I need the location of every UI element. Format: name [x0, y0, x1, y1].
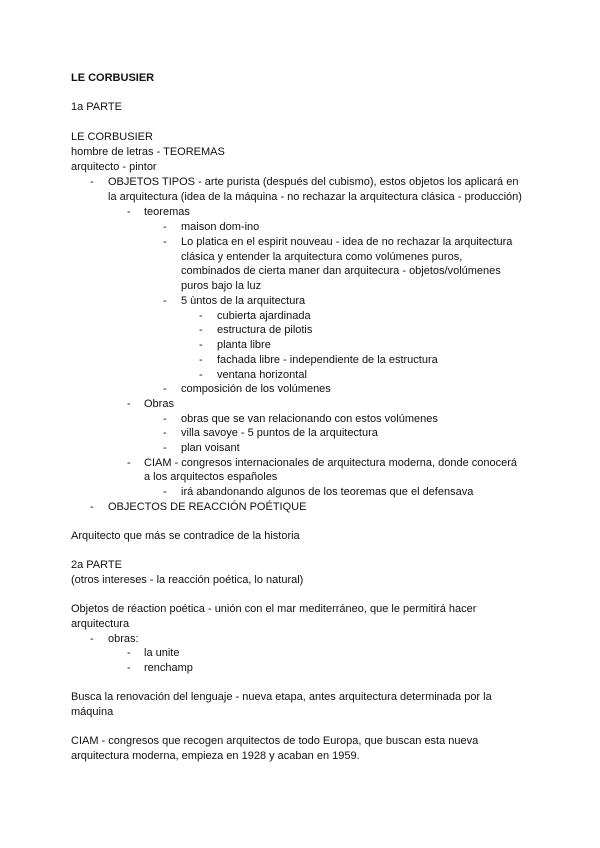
part1-hombre-line: hombre de letras - TEOREMAS [71, 146, 225, 158]
cinco-puntos-item: 5 ùntos de la arquitectura [181, 295, 306, 307]
part2-ciam-line-2: arquitectura moderna, empieza en 1928 y acaban en 1959. [71, 750, 360, 762]
teoremas-item: teoremas [144, 206, 190, 218]
part2-obras-subitem-2: renchamp [144, 662, 193, 674]
platica-line-1: Lo platica en el espirit nouveau - idea de no rechazar la arquitectura [181, 236, 513, 248]
part1-name: LE CORBUSIER [71, 131, 153, 143]
ciam-line-2: a los arquitectos españoles [144, 471, 278, 483]
list-dash: - [163, 221, 167, 233]
list-dash: - [199, 339, 203, 351]
list-dash: - [90, 501, 94, 513]
list-dash: - [199, 369, 203, 381]
list-dash: - [127, 457, 131, 469]
objetos-tipos-line-1: OBJETOS TIPOS - arte purista (después del cubismo), estos objetos los aplicará en [108, 176, 519, 188]
part2-obras-item: obras: [108, 633, 139, 645]
contradice-line: Arquitecto que más se contradice de la historia [71, 530, 300, 542]
list-dash: - [163, 383, 167, 395]
maison-item: maison dom-ino [181, 221, 260, 233]
platica-line-4: puros bajo la luz [181, 280, 262, 292]
list-dash: - [199, 324, 203, 336]
part2-subtitle: (otros intereses - la reacción poética, lo natural) [71, 574, 304, 586]
platica-line-3: combinados de cierta maner dan arquitecura - objetos/volúmenes [181, 265, 501, 277]
list-dash: - [127, 398, 131, 410]
punto-item-5: ventana horizontal [217, 369, 307, 381]
list-dash: - [90, 176, 94, 188]
punto-item-2: estructura de pilotis [217, 324, 313, 336]
list-dash: - [127, 647, 131, 659]
list-dash: - [90, 633, 94, 645]
part1-arquitecto-line: arquitecto - pintor [71, 161, 157, 173]
list-dash: - [127, 206, 131, 218]
ciam-line-1: CIAM - congresos internacionales de arquitectura moderna, donde conocerá [144, 457, 517, 469]
list-dash: - [199, 354, 203, 366]
list-dash: - [199, 310, 203, 322]
part2-objetos-line-2: arquitectura [71, 618, 130, 630]
part2-ciam-line-1: CIAM - congresos que recogen arquitectos de todo Europa, que buscan esta nueva [71, 735, 479, 747]
list-dash: - [163, 295, 167, 307]
objetos-tipos-line-2: la arquitectura (idea de la máquina - no rechazar la arquitectura clásica - producción) [108, 191, 522, 203]
list-dash: - [163, 442, 167, 454]
part2-objetos-line-1: Objetos de réaction poética - unión con el mar mediterráneo, que le permitirá hacer [71, 603, 477, 615]
list-dash: - [163, 486, 167, 498]
ira-item: irá abandonando algunos de los teoremas que el defensava [181, 486, 474, 498]
document-title: LE CORBUSIER [71, 72, 155, 84]
list-dash: - [127, 662, 131, 674]
obras-subitem-1: obras que se van relacionando con estos volúmenes [181, 413, 438, 425]
busca-line-2: máquina [71, 706, 114, 718]
punto-item-1: cubierta ajardinada [217, 310, 311, 322]
platica-line-2: clásica y entender la arquitectura como volúmenes puros, [181, 251, 463, 263]
obras-item: Obras [144, 398, 174, 410]
part2-obras-subitem-1: la unite [144, 647, 180, 659]
obras-subitem-2: villa savoye - 5 puntos de la arquitectura [181, 427, 378, 439]
punto-item-4: fachada libre - independiente de la estructura [217, 354, 438, 366]
composicion-item: composición de los volúmenes [181, 383, 331, 395]
obras-subitem-3: plan voisant [181, 442, 240, 454]
part2-heading: 2a PARTE [71, 559, 122, 571]
part1-heading: 1a PARTE [71, 101, 122, 113]
reaccion-item: OBJECTOS DE REACCIÓN POÉTIQUE [108, 501, 307, 513]
list-dash: - [163, 427, 167, 439]
list-dash: - [163, 236, 167, 248]
busca-line-1: Busca la renovación del lenguaje - nueva etapa, antes arquitectura determinada por la [71, 691, 492, 703]
punto-item-3: planta libre [217, 339, 271, 351]
list-dash: - [163, 413, 167, 425]
